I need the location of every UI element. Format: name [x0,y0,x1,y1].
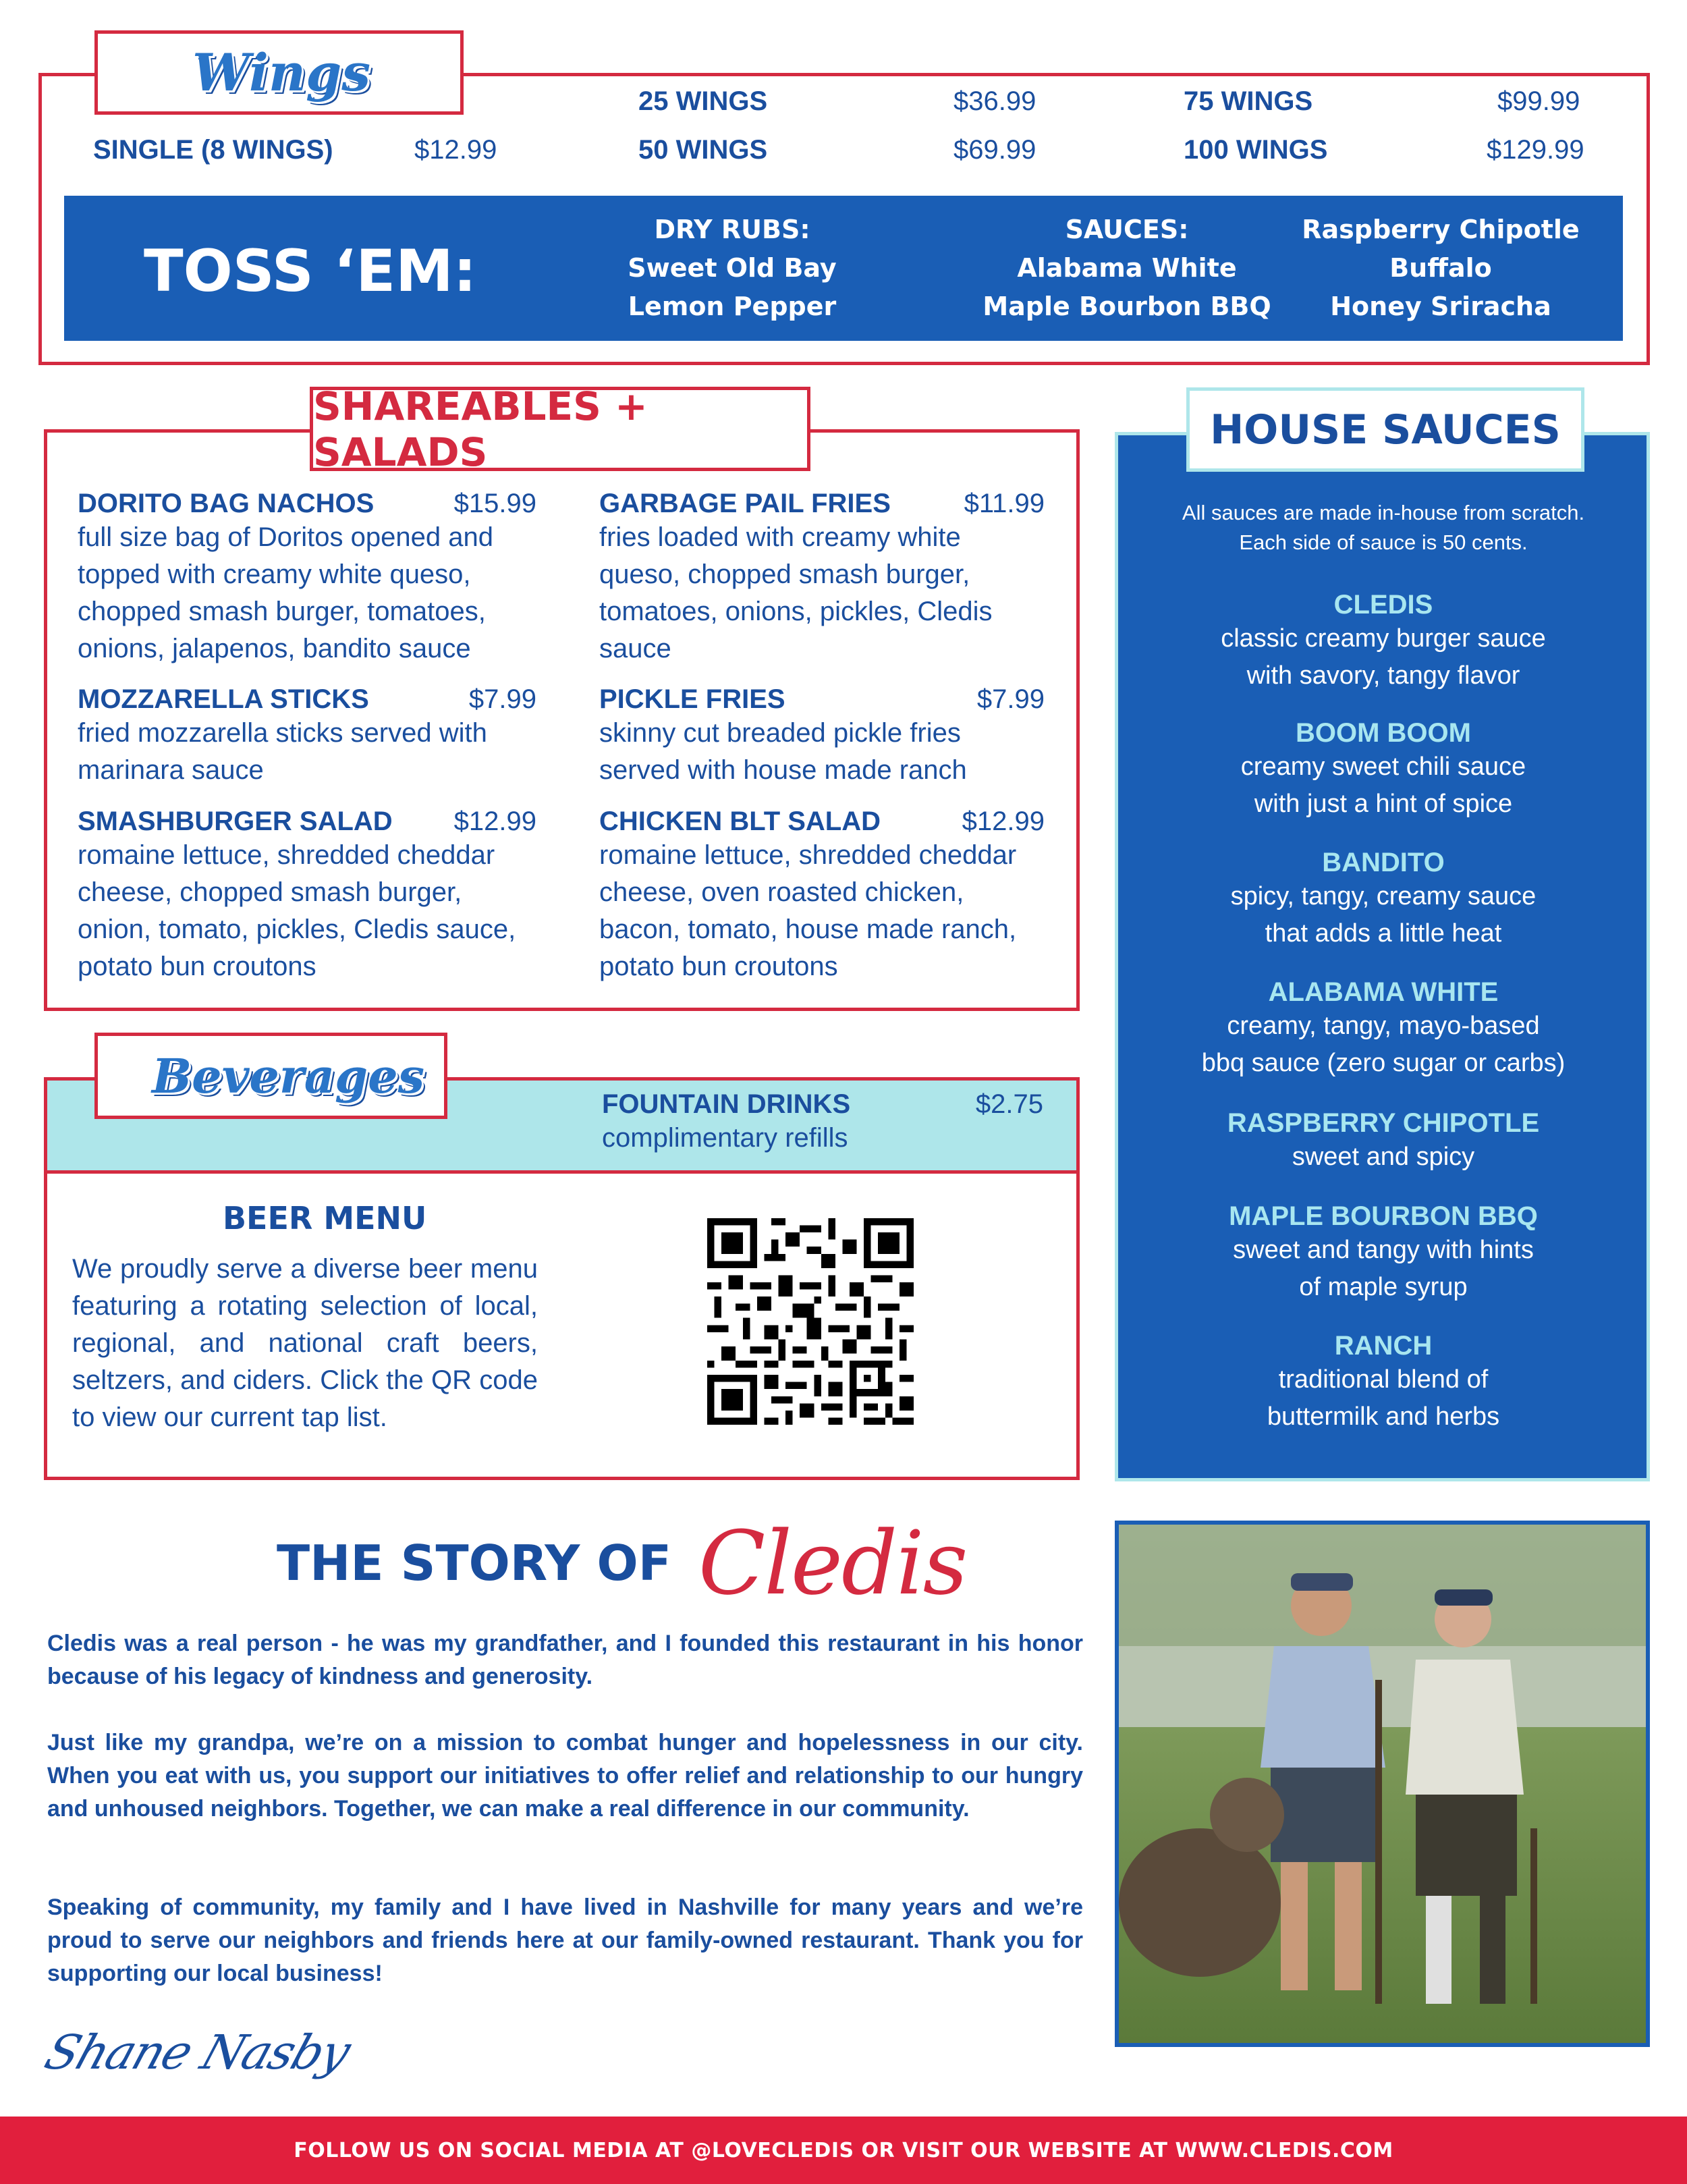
sauce-name: BANDITO [1322,848,1445,877]
sauce-alabama-white [1120,977,1647,1082]
wings-title: Wings [192,43,371,103]
toss-title: TOSS ‘EM: [144,238,477,305]
item-desc: skinny cut breaded pickle fries served with house made ranch [599,718,967,785]
story-heading [277,1512,966,1614]
sauce-desc: creamy, tangy, mayo-based [1227,1012,1540,1040]
item-name: SMASHBURGER SALAD [78,807,393,836]
intro-line: Each side of sauce is 50 cents. [1239,530,1528,554]
wings-25-label: 25 WINGS [638,86,768,116]
sauce-desc: spicy, tangy, creamy sauce [1230,882,1537,910]
sauce-desc: classic creamy burger sauce [1221,624,1546,653]
fountain-label: FOUNTAIN DRINKS [602,1089,851,1119]
sauce-desc: creamy sweet chili sauce [1240,753,1526,781]
item-desc: fries loaded with creamy white queso, chopped smash burger, tomatoes, onions, pickles, Cledis sauce [599,522,993,663]
shareables-title: SHAREABLES + SALADS [313,383,648,475]
family-photo [1115,1521,1650,2047]
menu-item-nachos [78,489,536,667]
fountain-drinks [602,1089,1043,1157]
story-title-prefix: THE STORY OF [277,1535,671,1591]
story-paragraph: Speaking of community, my family and I have lived in Nashville for many years and we’re proud to serve our neighbors and friends here at our family-owned restaurant. Thank you for supporting our local business! [47,1894,1083,1986]
item-desc: romaine lettuce, shredded cheddar cheese, chopped smash burger, onion, tomato, pickles, Cledis sauce, potato bun croutons [78,840,516,981]
item-desc: fried mozzarella sticks served with marinara sauce [78,718,487,785]
signature: Shane Nasby [38,2025,357,2080]
footer-bar [0,2117,1687,2184]
item-price: $7.99 [976,684,1045,714]
item-price: $15.99 [453,489,536,518]
qr-code[interactable] [707,1218,914,1425]
item-name: MOZZARELLA STICKS [78,684,369,714]
menu-item-mozzarella [78,684,536,789]
wings-100-label: 100 WINGS [1184,135,1328,165]
dry-rub-item: Lemon Pepper [628,292,837,321]
item-name: CHICKEN BLT SALAD [599,807,881,836]
menu-item-pickle-fries [599,684,1045,789]
item-price: $12.99 [453,807,536,836]
sauce-ranch [1120,1331,1647,1436]
sauce-name: CLEDIS [1333,590,1433,620]
wings-single-label: SINGLE (8 WINGS) [93,135,333,165]
item-price: $7.99 [468,684,536,714]
toss-dry-rubs [563,211,901,326]
toss-more-sauces [1272,211,1609,326]
wings-50-price: $69.99 [953,135,1036,165]
sauce-desc: sweet and tangy with hints [1233,1236,1534,1264]
sauce-name: ALABAMA WHITE [1268,977,1499,1007]
fountain-note: complimentary refills [602,1123,848,1153]
sauce-cledis [1120,590,1647,694]
toss-sauces [924,211,1329,326]
sauce-name: MAPLE BOURBON BBQ [1229,1201,1538,1231]
sauce-desc: that adds a little heat [1265,919,1502,948]
sauce-bandito [1120,848,1647,952]
house-sauces-intro [1120,498,1647,557]
menu-item-chicken-blt [599,807,1045,985]
sauce-item: Raspberry Chipotle [1302,215,1580,244]
beer-menu-text: We proudly serve a diverse beer menu featuring a rotating selection of local, regional, and national craft beers, seltzers, and ciders. Click the QR code to view our current tap list. [72,1254,538,1432]
beverages-title-box [94,1033,447,1119]
sauce-name: RASPBERRY CHIPOTLE [1227,1108,1540,1138]
sauce-maple-bourbon [1120,1201,1647,1306]
sauce-item: Alabama White [1017,253,1237,283]
sauce-desc: of maple syrup [1299,1273,1468,1301]
item-desc: romaine lettuce, shredded cheddar cheese, oven roasted chicken, bacon, tomato, house made ranch, potato bun croutons [599,840,1017,981]
sauce-item: Maple Bourbon BBQ [983,292,1271,321]
house-sauces-title-box [1186,387,1584,472]
menu-item-smashburger-salad [78,807,536,985]
item-desc: full size bag of Doritos opened and topped with creamy white queso, chopped smash burger, tomatoes, onions, jalapenos, bandito sauce [78,522,493,663]
sauce-desc: with savory, tangy flavor [1246,661,1520,690]
sauce-raspberry-chipotle [1120,1108,1647,1176]
sauce-desc: traditional blend of [1278,1365,1489,1394]
beverages-title: Beverages [152,1047,425,1104]
wings-title-box [94,30,464,115]
sauce-desc: with just a hint of spice [1254,790,1513,818]
dry-rubs-heading: DRY RUBS: [654,215,810,244]
sauce-desc: buttermilk and herbs [1267,1402,1500,1431]
story-paragraph: Just like my grandpa, we’re on a mission to combat hunger and hopelessness in our city. When you eat with us, you support our initiatives to offer relief and relationship to our hungry and unhoused neighbors. Together, we can make a real difference in our community. [47,1730,1083,1822]
wings-single-price: $12.99 [414,135,497,165]
sauce-desc: bbq sauce (zero sugar or carbs) [1201,1049,1566,1077]
wings-100-price: $129.99 [1487,135,1584,165]
menu-item-garbage-fries [599,489,1045,667]
sauce-name: RANCH [1334,1331,1433,1361]
wings-75-label: 75 WINGS [1184,86,1313,116]
fountain-price: $2.75 [975,1089,1043,1119]
item-name: GARBAGE PAIL FRIES [599,489,891,518]
sauce-desc: sweet and spicy [1292,1143,1475,1171]
intro-line: All sauces are made in-house from scratch. [1182,501,1585,524]
item-price: $12.99 [962,807,1045,836]
story-title-script: Cledis [698,1512,967,1614]
wings-50-label: 50 WINGS [638,135,768,165]
footer-text: FOLLOW US ON SOCIAL MEDIA AT @LOVECLEDIS OR VISIT OUR WEBSITE AT WWW.CLEDIS.COM [294,2138,1393,2162]
dry-rub-item: Sweet Old Bay [628,253,837,283]
item-name: PICKLE FRIES [599,684,785,714]
item-name: DORITO BAG NACHOS [78,489,375,518]
story-paragraph: Cledis was a real person - he was my grandfather, and I founded this restaurant in his honor because of his legacy of kindness and generosity. [47,1631,1083,1689]
sauce-item: Honey Sriracha [1330,292,1551,321]
sauce-name: BOOM BOOM [1296,718,1471,748]
shareables-title-box [310,383,810,475]
wings-75-price: $99.99 [1497,86,1580,116]
wings-25-price: $36.99 [953,86,1036,116]
toss-bar [64,196,1623,341]
item-price: $11.99 [964,489,1045,518]
photo-illustration [1119,1525,1646,2043]
sauces-heading: SAUCES: [1065,215,1189,244]
beer-menu-title: BEER MENU [223,1200,427,1236]
sauce-boom-boom [1120,718,1647,823]
house-sauces-title: HOUSE SAUCES [1210,406,1561,454]
sauce-item: Buffalo [1389,253,1492,283]
